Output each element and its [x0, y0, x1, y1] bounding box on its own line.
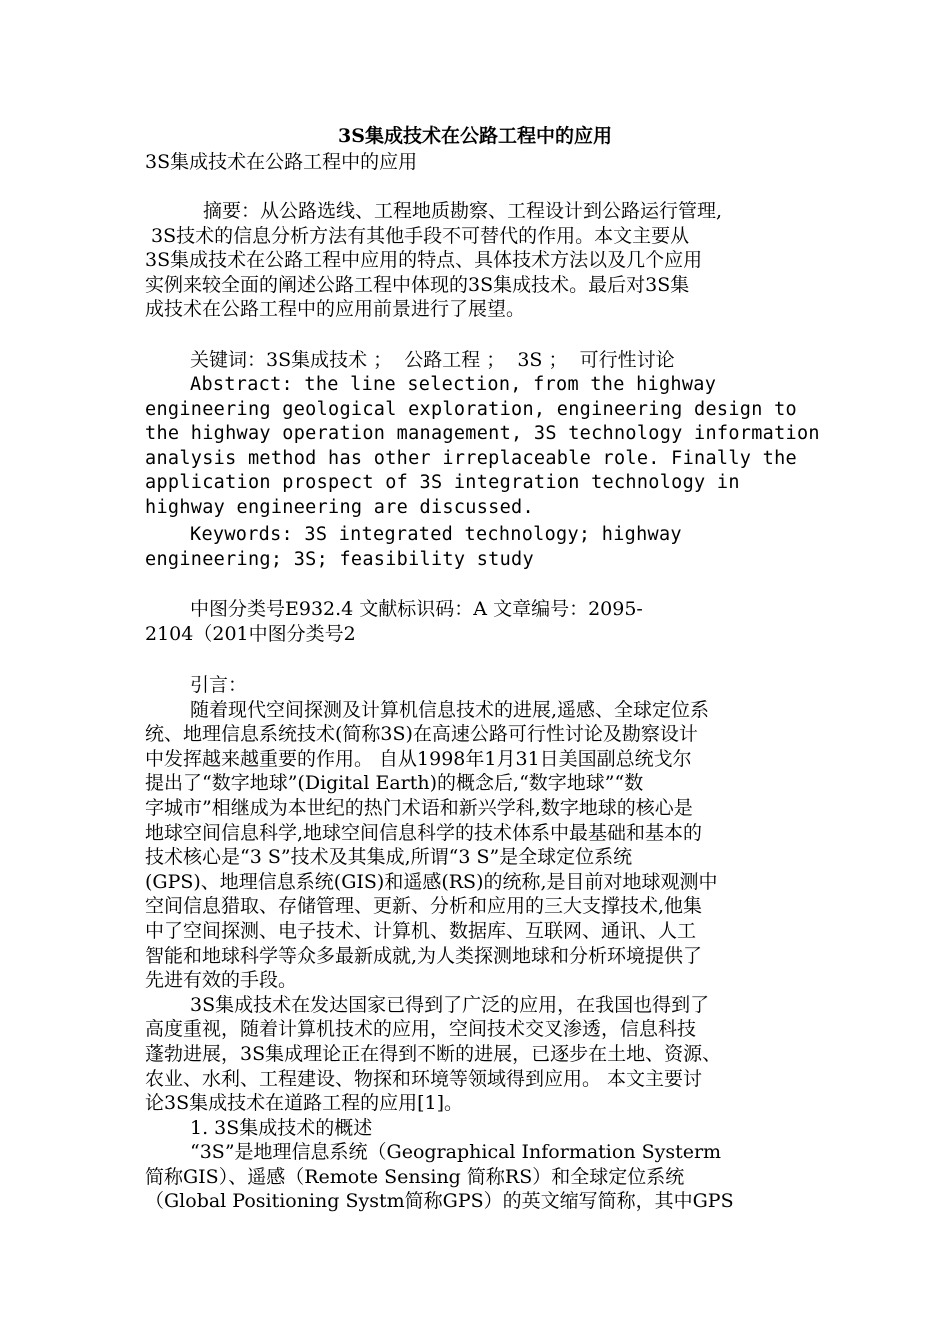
abstract-en	[145, 373, 820, 521]
intro-heading: 引言：	[190, 674, 248, 696]
classification	[145, 597, 810, 646]
abstract-cn-line: 成技术在公路工程中的应用前景进行了展望。	[145, 298, 526, 321]
intro-para1-line: 中了空间探测、电子技术、计算机、数据库、互联网、通讯、人工	[145, 919, 697, 942]
abstract-en-line: Abstract: the line selection, from the highway	[190, 374, 717, 395]
intro-para2-line: 农业、水利、工程建设、物探和环境等领域得到应用。 本文主要讨	[145, 1067, 703, 1090]
document-title: 3S集成技术在公路工程中的应用	[338, 125, 612, 147]
abstract-en-line: the highway operation management, 3S technology information	[145, 423, 820, 445]
document-subtitle: 3S集成技术在公路工程中的应用	[145, 151, 418, 173]
intro-para1-line: 统、地理信息系统技术(简称3S)在高速公路可行性讨论及勘察设计	[145, 723, 698, 746]
intro-para1-line: 随着现代空间探测及计算机信息技术的进展,遥感、全球定位系	[190, 698, 710, 721]
abstract-en-line: application prospect of 3S integration technology in	[145, 472, 740, 494]
intro-para1-line: 地球空间信息科学,地球空间信息科学的技术体系中最基础和基本的	[145, 821, 703, 844]
section1-para-line: 简称GIS）、遥感（Remote Sensing 简称RS）和全球定位系统	[145, 1165, 685, 1188]
abstract-en-line: engineering geological exploration, engineering design to	[145, 398, 797, 420]
introduction	[145, 673, 810, 1214]
abstract-en-line: analysis method has other irreplaceable role. Finally the	[145, 447, 797, 469]
intro-para1-line: 提出了“数字地球”(Digital Earth)的概念后,“数字地球”“数	[145, 772, 644, 795]
intro-para1-line: 智能和地球科学等众多最新成就,为人类探测地球和分析环境提供了	[145, 944, 703, 967]
abstract-cn-line: 3S技术的信息分析方法有其他手段不可替代的作用。本文主要从	[145, 224, 690, 247]
section1-heading: 1. 3S集成技术的概述	[190, 1116, 373, 1139]
intro-para2-line: 高度重视，随着计算机技术的应用，空间技术交叉渗透，信息科技	[145, 1018, 697, 1041]
intro-para1-line: 字城市”相继成为本世纪的热门术语和新兴学科,数字地球的核心是	[145, 796, 693, 819]
abstract-cn	[145, 199, 810, 322]
abstract-en-line: highway engineering are discussed.	[145, 496, 534, 518]
abstract-cn-line: 实例来较全面的阐述公路工程中体现的3S集成技术。最后对3S集	[145, 273, 690, 296]
keywords-en-line: Keywords: 3S integrated technology; highway	[190, 524, 682, 545]
section1-para-line: “3S”是地理信息系统（Geographical Information Systerm	[190, 1141, 722, 1164]
classification-line: 中图分类号E932.4 文献标识码：A 文章编号：2095-	[190, 598, 643, 620]
intro-para2-line: 论3S集成技术在道路工程的应用[1]。	[145, 1092, 464, 1115]
keywords-cn	[145, 348, 810, 373]
abstract-cn-line: 3S集成技术在公路工程中应用的特点、具体技术方法以及几个应用	[145, 249, 703, 272]
keywords-cn-line: 关键词：3S集成技术 ； 公路工程 ； 3S ； 可行性讨论	[190, 349, 675, 371]
intro-para1-line: 先进有效的手段。	[145, 969, 298, 992]
intro-para1-line: 技术核心是“3 S”技术及其集成,所谓“3 S”是全球定位系统	[145, 846, 633, 869]
intro-para1-line: (GPS)、地理信息系统(GIS)和遥感(RS)的统称,是目前对地球观测中	[145, 870, 718, 893]
intro-para1-line: 中发挥越来越重要的作用。 自从1998年1月31日美国副总统戈尔	[145, 747, 692, 770]
classification-line: 2104（201中图分类号2	[145, 622, 356, 645]
keywords-en	[145, 523, 810, 572]
intro-para2-line: 蓬勃进展，3S集成理论正在得到不断的进展，已逐步在土地、资源、	[145, 1042, 722, 1065]
keywords-en-line: engineering; 3S; feasibility study	[145, 548, 534, 570]
abstract-cn-line: 摘要：从公路选线、工程地质勘察、工程设计到公路运行管理,	[203, 200, 723, 222]
intro-para2-line: 3S集成技术在发达国家已得到了广泛的应用，在我国也得到了	[190, 993, 710, 1016]
intro-para1-line: 空间信息猎取、存储管理、更新、分析和应用的三大支撑技术,他集	[145, 895, 703, 918]
section1-para-line: （Global Positioning Systm简称GPS）的英文缩写简称，其中GPS	[145, 1190, 734, 1213]
